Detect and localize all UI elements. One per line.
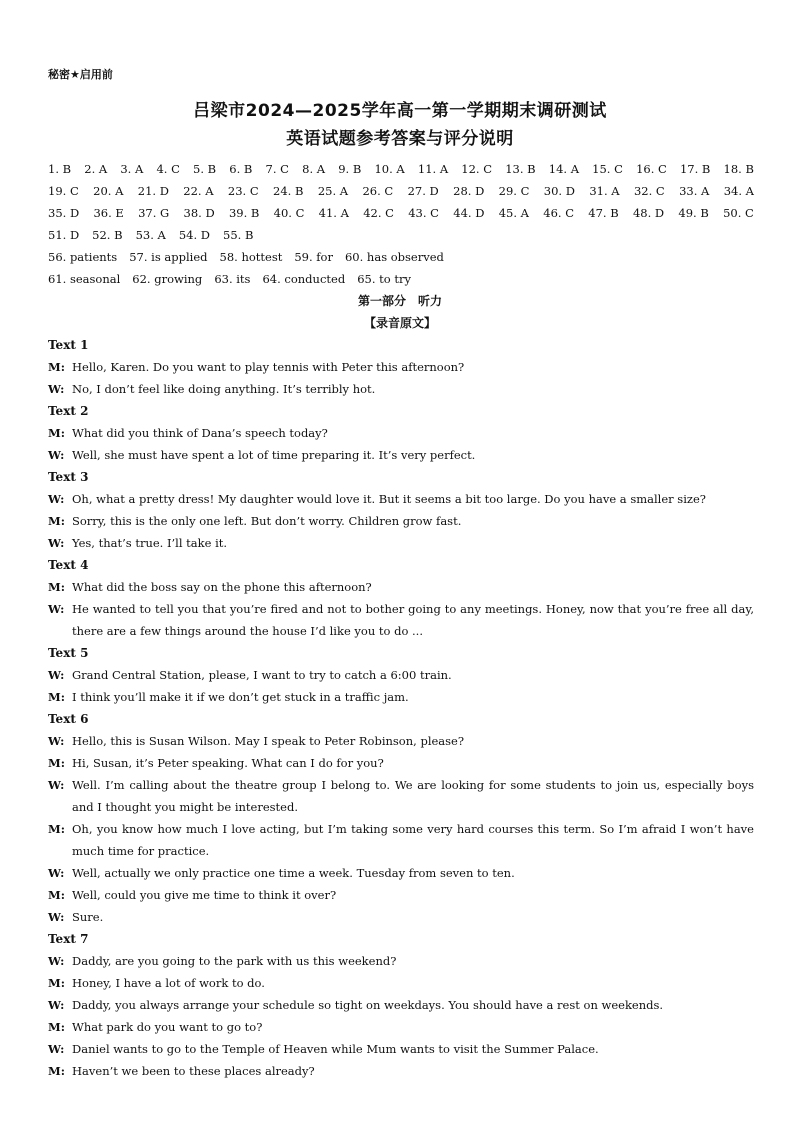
fill-item: 58. hottest xyxy=(219,250,283,264)
text-heading: Text 2 xyxy=(48,404,89,418)
answer-item: 23. C xyxy=(227,184,259,198)
dialogue-text: Well, actually we only practice one time a week. Tuesday from seven to ten. xyxy=(72,866,515,880)
answer-item: 37. G xyxy=(138,206,170,220)
answer-row xyxy=(48,228,754,242)
answer-item: 55. B xyxy=(223,228,254,242)
answer-item: 46. C xyxy=(543,206,574,220)
dialogue-text: Hi, Susan, it’s Peter speaking. What can I do for you? xyxy=(72,756,384,770)
dialogue-text: What did you think of Dana’s speech today? xyxy=(72,426,328,440)
speaker-label: W: xyxy=(48,668,65,682)
answer-item: 30. D xyxy=(543,184,575,198)
dialogue-line xyxy=(48,598,754,642)
answer-row xyxy=(48,206,754,220)
dialogue-text: Daddy, are you going to the park with us this weekend? xyxy=(72,954,397,968)
answer-item: 28. D xyxy=(453,184,485,198)
answer-item: 1. B xyxy=(48,162,72,176)
fill-item: 64. conducted xyxy=(262,272,346,286)
part-title: 第一部分 听力 xyxy=(357,294,442,308)
dialogue-line xyxy=(48,752,754,774)
answer-item: 41. A xyxy=(318,206,349,220)
dialogue-text: Sure. xyxy=(72,910,104,924)
answer-item: 29. C xyxy=(498,184,530,198)
dialogue-text: Yes, that’s true. I’ll take it. xyxy=(72,536,228,550)
dialogue-text: Hello, Karen. Do you want to play tennis with Peter this afternoon? xyxy=(72,360,465,374)
answer-item: 40. C xyxy=(273,206,305,220)
fill-item: 56. patients xyxy=(48,250,118,264)
answer-item: 18. B xyxy=(723,162,754,176)
dialogue-line xyxy=(48,510,754,532)
dialogue-line xyxy=(48,422,754,444)
answer-item: 21. D xyxy=(137,184,169,198)
fill-row xyxy=(48,250,456,264)
dialogue-text: Grand Central Station, please, I want to try to catch a 6:00 train. xyxy=(72,668,452,682)
answer-item: 52. B xyxy=(92,228,123,242)
answer-item: 13. B xyxy=(505,162,536,176)
dialogue-line xyxy=(48,906,754,928)
dialogue-text: What park do you want to go to? xyxy=(72,1020,263,1034)
answer-item: 7. C xyxy=(265,162,289,176)
answer-item: 39. B xyxy=(228,206,260,220)
speaker-label: M: xyxy=(48,580,65,594)
dialogue-line xyxy=(48,884,754,906)
document-subtitle: 英语试题参考答案与评分说明 xyxy=(286,129,514,149)
dialogue-text: Oh, what a pretty dress! My daughter would love it. But it seems a bit too large. Do you have a smaller size? xyxy=(72,492,706,506)
answer-item: 51. D xyxy=(48,228,80,242)
speaker-label: M: xyxy=(48,690,65,704)
speaker-label: W: xyxy=(48,1042,65,1056)
dialogue-text: Well, could you give me time to think it over? xyxy=(72,888,337,902)
fill-item: 59. for xyxy=(294,250,333,264)
dialogue-text: Honey, I have a lot of work to do. xyxy=(72,976,265,990)
answer-item: 3. A xyxy=(120,162,144,176)
answer-item: 42. C xyxy=(363,206,394,220)
answer-item: 20. A xyxy=(93,184,124,198)
answer-item: 15. C xyxy=(592,162,623,176)
dialogue-line xyxy=(48,818,754,862)
answer-item: 50. C xyxy=(723,206,754,220)
dialogue-text: Well, she must have spent a lot of time preparing it. It’s very perfect. xyxy=(72,448,476,462)
answer-item: 10. A xyxy=(374,162,405,176)
speaker-label: W: xyxy=(48,910,65,924)
dialogue-text: He wanted to tell you that you’re fired and not to bother going to any meetings. Honey, now that you’re free all day, there are a few things around the house I’d like you to do ... xyxy=(72,602,754,638)
speaker-label: M: xyxy=(48,426,65,440)
answer-item: 17. B xyxy=(679,162,711,176)
answer-item: 27. D xyxy=(407,184,439,198)
dialogue-text: Hello, this is Susan Wilson. May I speak to Peter Robinson, please? xyxy=(72,734,465,748)
transcript-title: 【录音原文】 xyxy=(363,316,436,330)
document-title: 吕梁市2024—2025学年高一第一学期期末调研测试 xyxy=(193,101,607,121)
answer-item: 24. B xyxy=(273,184,304,198)
speaker-label: W: xyxy=(48,382,65,396)
dialogue-line xyxy=(48,862,754,884)
answer-item: 36. E xyxy=(93,206,124,220)
fill-row xyxy=(48,272,423,286)
answer-item: 19. C xyxy=(48,184,79,198)
dialogue-line xyxy=(48,1060,754,1082)
fill-item: 65. to try xyxy=(357,272,411,286)
answer-item: 49. B xyxy=(678,206,709,220)
speaker-label: W: xyxy=(48,602,65,616)
answer-item: 54. D xyxy=(178,228,210,242)
speaker-label: M: xyxy=(48,888,65,902)
answer-item: 34. A xyxy=(723,184,754,198)
text-heading: Text 6 xyxy=(48,712,89,726)
text-heading: Text 4 xyxy=(48,558,89,572)
dialogue-text: What did the boss say on the phone this afternoon? xyxy=(72,580,372,594)
answer-item: 11. A xyxy=(417,162,449,176)
dialogue-line xyxy=(48,774,754,818)
fill-item: 60. has observed xyxy=(344,250,444,264)
secret-label: 秘密★启用前 xyxy=(48,68,113,81)
text-heading: Text 3 xyxy=(48,470,89,484)
answer-item: 16. C xyxy=(636,162,667,176)
answer-item: 2. A xyxy=(84,162,108,176)
speaker-label: M: xyxy=(48,822,65,836)
dialogue-line xyxy=(48,356,754,378)
speaker-label: W: xyxy=(48,778,65,792)
speaker-label: W: xyxy=(48,734,65,748)
fill-item: 62. growing xyxy=(132,272,203,286)
answer-item: 26. C xyxy=(362,184,394,198)
answer-item: 38. D xyxy=(183,206,215,220)
dialogue-text: Daniel wants to go to the Temple of Heaven while Mum wants to visit the Summer Palace. xyxy=(72,1042,599,1056)
text-heading: Text 7 xyxy=(48,932,89,946)
answer-row xyxy=(48,162,754,176)
answer-item: 12. C xyxy=(461,162,493,176)
answer-item: 5. B xyxy=(193,162,217,176)
dialogue-line xyxy=(48,378,754,400)
dialogue-text: Haven’t we been to these places already? xyxy=(72,1064,315,1078)
answer-item: 4. C xyxy=(156,162,180,176)
dialogue-text: Oh, you know how much I love acting, but I’m taking some very hard courses this term. So I’m afraid I won’t have much time for practice. xyxy=(72,822,754,858)
transcript xyxy=(48,334,754,1082)
dialogue-line xyxy=(48,972,754,994)
answer-item: 32. C xyxy=(633,184,665,198)
dialogue-line xyxy=(48,1038,754,1060)
speaker-label: W: xyxy=(48,536,65,550)
answer-item: 43. C xyxy=(408,206,439,220)
answer-item: 48. D xyxy=(632,206,665,220)
dialogue-text: No, I don’t feel like doing anything. It’s terribly hot. xyxy=(72,382,376,396)
answer-item: 6. B xyxy=(229,162,253,176)
dialogue-text: I think you’ll make it if we don’t get stuck in a traffic jam. xyxy=(72,690,409,704)
answer-item: 47. B xyxy=(588,206,619,220)
text-heading: Text 5 xyxy=(48,646,89,660)
dialogue-line xyxy=(48,444,754,466)
fill-item: 63. its xyxy=(214,272,251,286)
answer-item: 45. A xyxy=(498,206,529,220)
dialogue-line xyxy=(48,1016,754,1038)
answer-item: 35. D xyxy=(48,206,80,220)
answer-item: 22. A xyxy=(183,184,214,198)
text-heading: Text 1 xyxy=(48,338,89,352)
answer-item: 9. B xyxy=(338,162,362,176)
dialogue-line xyxy=(48,532,754,554)
fill-item: 57. is applied xyxy=(129,250,208,264)
answer-item: 44. D xyxy=(453,206,485,220)
dialogue-line xyxy=(48,488,754,510)
answer-item: 14. A xyxy=(548,162,579,176)
speaker-label: M: xyxy=(48,514,65,528)
speaker-label: M: xyxy=(48,1020,65,1034)
speaker-label: W: xyxy=(48,954,65,968)
answer-row xyxy=(48,184,754,198)
speaker-label: M: xyxy=(48,360,65,374)
speaker-label: M: xyxy=(48,1064,65,1078)
dialogue-text: Well. I’m calling about the theatre group I belong to. We are looking for some students to join us, especially boys and I thought you might be interested. xyxy=(72,778,754,814)
dialogue-line xyxy=(48,686,754,708)
answer-item: 25. A xyxy=(317,184,349,198)
answer-item: 53. A xyxy=(135,228,166,242)
dialogue-line xyxy=(48,664,754,686)
dialogue-line xyxy=(48,576,754,598)
speaker-label: W: xyxy=(48,492,65,506)
answer-item: 31. A xyxy=(589,184,620,198)
answer-item: 33. A xyxy=(679,184,710,198)
speaker-label: W: xyxy=(48,448,65,462)
dialogue-line xyxy=(48,994,754,1016)
dialogue-line xyxy=(48,950,754,972)
speaker-label: M: xyxy=(48,976,65,990)
speaker-label: W: xyxy=(48,998,65,1012)
answer-item: 8. A xyxy=(302,162,326,176)
speaker-label: M: xyxy=(48,756,65,770)
dialogue-line xyxy=(48,730,754,752)
speaker-label: W: xyxy=(48,866,65,880)
dialogue-text: Sorry, this is the only one left. But don’t worry. Children grow fast. xyxy=(72,514,462,528)
fill-item: 61. seasonal xyxy=(48,272,121,286)
dialogue-text: Daddy, you always arrange your schedule so tight on weekdays. You should have a rest on weekends. xyxy=(72,998,664,1012)
